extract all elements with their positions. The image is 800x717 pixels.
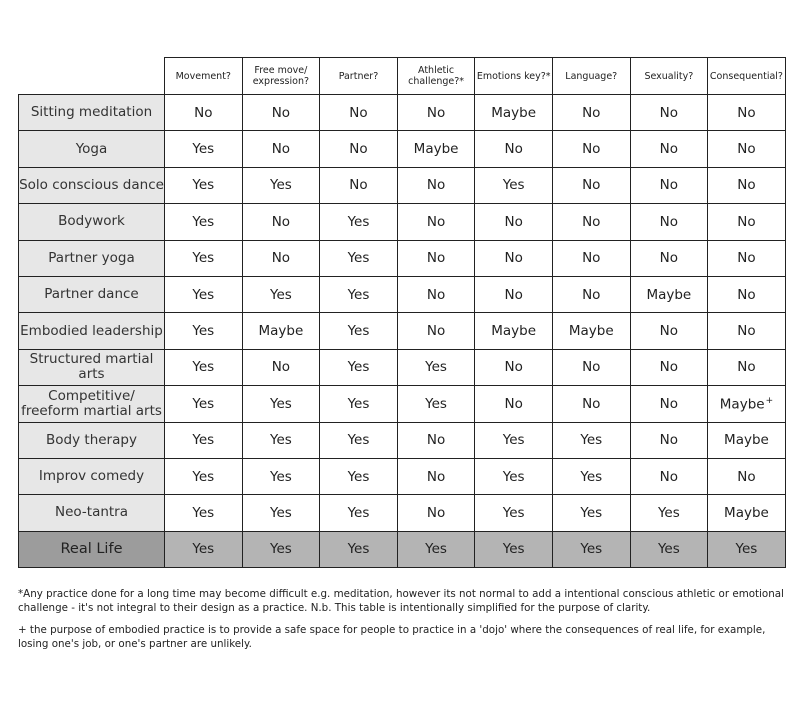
table-cell: No (475, 131, 553, 167)
table-cell: No (242, 240, 320, 276)
table-cell: Maybe (630, 276, 708, 312)
table-cell: Yes (320, 386, 398, 422)
table-cell: No (552, 386, 630, 422)
table-cell: No (475, 386, 553, 422)
table-cell: Yes (165, 276, 243, 312)
table-cell: No (708, 349, 786, 385)
table-row (19, 240, 786, 276)
row-label: Partner dance (19, 276, 165, 312)
table-cell: Yes (475, 531, 553, 567)
table-cell: No (630, 422, 708, 458)
table-cell: No (475, 204, 553, 240)
table-cell: Yes (630, 495, 708, 531)
table-cell: No (630, 458, 708, 494)
table-cell: Maybe (708, 495, 786, 531)
table-cell: Yes (475, 167, 553, 203)
header-movement: Movement? (165, 58, 243, 95)
table-cell: No (708, 95, 786, 131)
table-cell: Maybe (242, 313, 320, 349)
table-cell: No (397, 313, 475, 349)
footnote-marker: + (765, 395, 774, 406)
table-cell: Maybe (552, 313, 630, 349)
table-cell: Maybe (475, 95, 553, 131)
table-row (19, 386, 786, 422)
table-cell: Maybe (475, 313, 553, 349)
header-consequential: Consequential? (708, 58, 786, 95)
header-emotions: Emotions key?* (475, 58, 553, 95)
table-cell: No (242, 204, 320, 240)
table-cell: No (552, 349, 630, 385)
table-cell: No (708, 458, 786, 494)
row-label: Partner yoga (19, 240, 165, 276)
row-label: Embodied leadership (19, 313, 165, 349)
table-cell: No (242, 95, 320, 131)
table-cell: No (630, 204, 708, 240)
table-cell: No (397, 204, 475, 240)
table-cell: Yes (320, 495, 398, 531)
header-row (19, 58, 786, 95)
table-cell: No (630, 95, 708, 131)
table-cell: Yes (552, 495, 630, 531)
row-label: Body therapy (19, 422, 165, 458)
table-cell: No (630, 167, 708, 203)
cell-value: Maybe (719, 396, 765, 413)
table-cell: No (242, 131, 320, 167)
practice-comparison-table (18, 57, 786, 568)
table-cell: Yes (242, 276, 320, 312)
table-cell: Yes (475, 422, 553, 458)
header-corner (19, 58, 165, 95)
table-cell: Yes (552, 422, 630, 458)
table-row (19, 276, 786, 312)
footnote-athletic-emotional: *Any practice done for a long time may become difficult e.g. meditation, however its not normal to add a intentional conscious athletic or emotional challenge - it's not integral to their design as a practice. N.b. This table is intentionally simplified for the purpose of clarity. (18, 588, 784, 614)
table-cell: Yes (320, 458, 398, 494)
table-cell (708, 386, 786, 422)
header-athletic: Athletic challenge?* (397, 58, 475, 95)
table-cell: Yes (165, 240, 243, 276)
table-cell: No (242, 349, 320, 385)
table-cell: Yes (475, 495, 553, 531)
table-row (19, 313, 786, 349)
header-partner: Partner? (320, 58, 398, 95)
table-cell: Maybe (708, 422, 786, 458)
table-cell: Yes (475, 458, 553, 494)
table-cell: No (475, 349, 553, 385)
table-cell: Yes (242, 495, 320, 531)
table-cell: No (397, 95, 475, 131)
table-cell: Yes (165, 349, 243, 385)
table-cell: No (320, 167, 398, 203)
table-cell: Yes (320, 422, 398, 458)
table-cell: Yes (242, 167, 320, 203)
table-cell: Yes (165, 531, 243, 567)
table-cell: No (397, 276, 475, 312)
table-cell: No (397, 495, 475, 531)
table-cell: Yes (397, 531, 475, 567)
row-label: Yoga (19, 131, 165, 167)
table-cell: Yes (165, 204, 243, 240)
table-cell: No (708, 276, 786, 312)
row-label: Structured martial arts (19, 349, 165, 385)
table-row (19, 204, 786, 240)
table-cell: Yes (320, 349, 398, 385)
table-cell: No (397, 167, 475, 203)
table-cell: No (630, 313, 708, 349)
row-label: Sitting meditation (19, 95, 165, 131)
table-cell: No (708, 313, 786, 349)
table-cell: Yes (165, 458, 243, 494)
table-cell: No (630, 349, 708, 385)
table-cell: Yes (552, 458, 630, 494)
table-cell: Yes (320, 204, 398, 240)
table-row (19, 131, 786, 167)
table-cell: Yes (397, 386, 475, 422)
table-cell: Yes (242, 386, 320, 422)
row-label: Improv comedy (19, 458, 165, 494)
table-cell: Yes (320, 240, 398, 276)
real-life-row (19, 531, 786, 567)
table-cell: No (552, 131, 630, 167)
table-cell: Yes (242, 422, 320, 458)
table-cell: No (320, 131, 398, 167)
table-cell: Yes (242, 458, 320, 494)
table-cell: Yes (165, 495, 243, 531)
table-cell: Yes (397, 349, 475, 385)
table-cell: Yes (708, 531, 786, 567)
table-cell: No (630, 386, 708, 422)
table-row (19, 167, 786, 203)
table-cell: No (475, 276, 553, 312)
table-cell: No (630, 240, 708, 276)
header-language: Language? (552, 58, 630, 95)
table-cell: No (552, 95, 630, 131)
table-cell: No (320, 95, 398, 131)
row-label: Real Life (19, 531, 165, 567)
table-cell: No (397, 240, 475, 276)
table-cell: No (165, 95, 243, 131)
table-cell: Yes (320, 531, 398, 567)
table-cell: No (708, 204, 786, 240)
table-cell: No (552, 240, 630, 276)
table-cell: Yes (552, 531, 630, 567)
table-cell: Yes (165, 313, 243, 349)
table-cell: No (552, 167, 630, 203)
table-cell: No (397, 458, 475, 494)
row-label: Solo conscious dance (19, 167, 165, 203)
table-row (19, 458, 786, 494)
table-cell: Yes (630, 531, 708, 567)
table-cell: No (475, 240, 553, 276)
table-row (19, 95, 786, 131)
header-sexuality: Sexuality? (630, 58, 708, 95)
table-cell: Yes (320, 313, 398, 349)
row-label: Competitive/ freeform martial arts (19, 386, 165, 422)
table-cell: No (708, 240, 786, 276)
table-row (19, 495, 786, 531)
table-cell: No (630, 131, 708, 167)
table-cell: Yes (165, 167, 243, 203)
table-cell: No (397, 422, 475, 458)
table-cell: Yes (242, 531, 320, 567)
table-cell: Maybe (397, 131, 475, 167)
table-cell: No (708, 167, 786, 203)
table-cell: No (708, 131, 786, 167)
row-label: Neo-tantra (19, 495, 165, 531)
table-cell: No (552, 204, 630, 240)
table-cell: No (552, 276, 630, 312)
table-cell: Yes (165, 422, 243, 458)
header-free-move: Free move/ expression? (242, 58, 320, 95)
table-cell: Yes (320, 276, 398, 312)
row-label: Bodywork (19, 204, 165, 240)
footnote-consequential: + the purpose of embodied practice is to provide a safe space for people to practice in a 'dojo' where the consequences of real life, for example, losing one's job, or one's partner are unlikely. (18, 624, 766, 650)
table-cell: Yes (165, 386, 243, 422)
table-row (19, 349, 786, 385)
table-cell: Yes (165, 131, 243, 167)
table-row (19, 422, 786, 458)
